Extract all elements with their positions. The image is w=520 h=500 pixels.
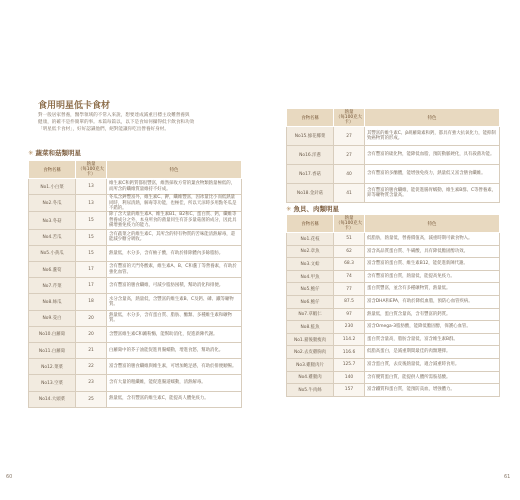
header-cal-unit: （每100克大卡）	[336, 221, 362, 231]
calorie-cell: 25	[76, 391, 107, 407]
food-name-cell: No7.草蝦仁	[287, 308, 334, 321]
food-name-cell: No11.白蘿蔔	[29, 342, 76, 358]
left-page	[6, 88, 248, 480]
food-name-cell: No18.金針菇	[287, 184, 334, 203]
seafood-meat-table	[286, 214, 500, 397]
food-name-cell: No6.蘆筍	[29, 262, 76, 278]
feature-cell: 含有豐富的膳食纖維，能促進腸胃蠕動，維生素B群、C等營養素，鋅等礦物質含量高。	[365, 184, 500, 203]
food-name-cell: No1.豬後腿瘦肉	[287, 333, 334, 346]
food-name-cell: No3.文蛤	[287, 258, 334, 271]
feature-cell: 富含DHA和EPA，有助於降低血脂，預防心血管疾病。	[365, 295, 500, 308]
table-row	[29, 195, 242, 212]
table-row	[29, 212, 242, 229]
table-header-row	[287, 109, 500, 127]
feature-cell: 蛋白質豐富，並含有多種礦物質，熱量低。	[365, 283, 500, 296]
food-name-cell: No8.絲瓜	[29, 294, 76, 310]
table-row	[287, 184, 500, 203]
feature-cell: 含有大量的粗纖維，能促進腸道蠕動，清熱解毒。	[107, 375, 242, 391]
table-row	[29, 391, 242, 407]
calorie-cell: 114.2	[334, 333, 365, 346]
table-row	[29, 229, 242, 245]
intro-line: 「明星低卡食材」，好好認識他們，絕對能讓你吃出營養好身材。	[38, 127, 169, 132]
food-name-cell: No4.苦瓜	[29, 229, 76, 245]
header-feature: 特色	[107, 161, 242, 179]
calorie-cell: 17	[76, 278, 107, 294]
calorie-cell: 87.5	[334, 295, 365, 308]
food-name-cell: No8.鮭魚	[287, 321, 334, 334]
feature-cell: 蛋白質含量高，脂肪含量低，富含維生素B群。	[365, 333, 500, 346]
calorie-cell: 77	[334, 283, 365, 296]
feature-cell: 含有優質蛋白質，能提供人體所需胺基酸。	[365, 371, 500, 384]
table-row	[287, 270, 500, 283]
feature-cell: 富含蛋白質，去皮後熱量低，適合減重時食用。	[365, 358, 500, 371]
feature-cell: 低脂肪，熱量低，營養價值高，減重時期可做食物入。	[365, 233, 500, 246]
feature-cell: 富含高品質蛋白質、牛磺酸，具有降低膽固醇功效。	[365, 245, 500, 258]
table-row	[29, 278, 242, 294]
food-name-cell: No17.香菇	[287, 165, 334, 184]
calorie-cell: 22	[76, 359, 107, 375]
calorie-cell: 15	[76, 212, 107, 229]
feature-cell: 富含豐富的蛋白質、維生素B12，能促進新陳代謝。	[365, 258, 500, 271]
food-name-cell: No3.冬菇	[29, 212, 76, 229]
table-row	[287, 333, 500, 346]
table-row	[29, 310, 242, 326]
calorie-cell: 74	[334, 270, 365, 283]
calorie-cell: 15	[76, 245, 107, 261]
food-name-cell: No2.章魚	[287, 245, 334, 258]
table-row	[287, 245, 500, 258]
feature-cell: 含豐富維生素C和澱粉酶，能幫助消化，促進新陳代謝。	[107, 326, 242, 342]
food-name-cell: No9.茭白	[29, 310, 76, 326]
calorie-cell: 157	[334, 384, 365, 397]
table-row	[287, 233, 500, 246]
calorie-cell: 20	[76, 326, 107, 342]
feature-cell: 富含豐富的膳食纖維與維生素，可增加飽足感，有助於排便順暢。	[107, 359, 242, 375]
feature-cell: 富含鐵質和蛋白質，能預防貧血，增強體力。	[365, 384, 500, 397]
feature-cell: 含有豐富的膳食纖維，可減少脂肪囤積，幫助消化和排便。	[107, 278, 242, 294]
food-name-cell: No7.芹菜	[29, 278, 76, 294]
food-name-cell: No5.鮑仔	[287, 283, 334, 296]
table-row	[29, 262, 242, 278]
table-row	[29, 179, 242, 195]
table-row	[287, 308, 500, 321]
feature-cell: 含有蔬菜之的維生素C，其所含的特有物質的苦味能清熱解毒，還能減少糖分吸收。	[107, 229, 242, 245]
calorie-cell: 13	[76, 179, 107, 195]
feature-cell: 除了含大量的維生素A、維生素B1、B2和C，蛋白質、鈣，纖維等營養成分之外，本身所食的菌量同生有許多量菇菌的成分，因此具備增強免疫力的能力。	[107, 212, 242, 229]
calorie-cell: 140	[334, 371, 365, 384]
feature-cell: 冬瓜含鉀豐富外，維生素C、鉀，纖維豐富，因冰量比小而低熱量同時，利尿清熱，解毒等功能，也極佳，所以天涼時多用點冬瓜是不錯的。	[107, 195, 242, 212]
feature-cell: 熱量低，蛋白質含量高，含有豐富的鈣質。	[365, 308, 500, 321]
table-row	[29, 245, 242, 261]
calorie-cell: 51	[334, 233, 365, 246]
page-title: 食用明星低卡食材	[38, 101, 111, 111]
calorie-cell: 62	[334, 245, 365, 258]
calorie-cell: 17	[76, 262, 107, 278]
food-name-cell: No1.花枝	[287, 233, 334, 246]
header-cal-label: 熱量	[344, 216, 354, 221]
table-row	[29, 326, 242, 342]
page-number: 60	[6, 474, 13, 480]
table-row	[287, 165, 500, 184]
food-name-cell: No10.白蘿蔔	[29, 326, 76, 342]
header-name: 食物名稱	[287, 109, 334, 127]
section-title-meat	[286, 204, 339, 213]
table-row	[287, 146, 500, 165]
food-name-cell: No14.大頭菜	[29, 391, 76, 407]
food-name-cell: No12.菜菜	[29, 359, 76, 375]
header-cal-label: 熱量	[344, 110, 354, 115]
feature-cell: 含有豐富的硫化物，能降低血脂，預防動脈硬化，具有殺菌功能。	[365, 146, 500, 165]
page-number: 61	[504, 474, 511, 480]
calorie-cell: 27	[334, 127, 365, 146]
food-name-cell: No1.小白菜	[29, 179, 76, 195]
header-feature: 特色	[365, 215, 500, 233]
feature-cell: 白蘿蔔中的芥子油能促進胃腸蠕動，增進食慾，幫助消化。	[107, 342, 242, 358]
calorie-cell: 41	[334, 184, 365, 203]
vegetable-table	[28, 160, 242, 408]
table-header-row	[29, 161, 242, 179]
feature-cell: 熱量低，水分多，含有蛋白質、脂肪、醣類、多種維生素和礦物質。	[107, 310, 242, 326]
calorie-cell: 40	[334, 165, 365, 184]
food-name-cell: No5.小黃瓜	[29, 245, 76, 261]
food-name-cell: No5.牛肉絲	[287, 384, 334, 397]
header-cal-unit: （每100克大卡）	[336, 115, 362, 125]
table-row	[287, 283, 500, 296]
section-mark-icon: ✳	[28, 149, 34, 157]
food-name-cell: No3.雞腿肉片	[287, 358, 334, 371]
table-row	[287, 258, 500, 271]
table-row	[287, 371, 500, 384]
header-name: 食物名稱	[287, 215, 334, 233]
calorie-cell: 21	[76, 342, 107, 358]
food-name-cell: No2.去皮雞胸肉	[287, 346, 334, 359]
feature-cell: 熱量低，水分多，含有柚子酸，有助於排除體內多餘脂肪。	[107, 245, 242, 261]
table-header-row	[287, 215, 500, 233]
header-cal-unit: （每100克大卡）	[78, 167, 104, 177]
header-calories	[76, 161, 107, 179]
food-name-cell: No4.雞腿肉	[287, 371, 334, 384]
calorie-cell: 15	[76, 229, 107, 245]
vegetable-table-continued	[286, 108, 500, 203]
feature-cell: 富含Omega-3脂肪酸，能降低膽固醇，保護心血管。	[365, 321, 500, 334]
calorie-cell: 68.3	[334, 258, 365, 271]
calorie-cell: 230	[334, 321, 365, 334]
feature-cell: 水分含量高，熱量低，含豐富的維生素B、C及鈣、磷、鐵等礦物質。	[107, 294, 242, 310]
calorie-cell: 18	[76, 294, 107, 310]
table-row	[287, 321, 500, 334]
calorie-cell: 13	[76, 195, 107, 212]
food-name-cell: No6.鮑仔	[287, 295, 334, 308]
calorie-cell: 23	[76, 375, 107, 391]
food-name-cell: No2.冬瓜	[29, 195, 76, 212]
calorie-cell: 125.7	[334, 358, 365, 371]
section-title-vegetables	[28, 148, 81, 157]
table-row	[29, 375, 242, 391]
section-title-text: 魚貝、肉類明星	[293, 205, 339, 213]
table-row	[29, 359, 242, 375]
feature-cell: 含有豐富的多醣體，能增強免疫力，熱量低又富含膳食纖維。	[365, 165, 500, 184]
table-row	[287, 295, 500, 308]
calorie-cell: 27	[334, 146, 365, 165]
table-row	[29, 294, 242, 310]
food-name-cell: No4.甲魚	[287, 270, 334, 283]
intro-line: 對一般居家營養，醫學領域的不常入來說，想要達成減重目標主攻難營養與	[38, 113, 190, 118]
feature-cell: 其豐富的維生素C、β胡蘿蔔素和鈣，都具有強大抗氧化力，能抑制致癌物質的形成。	[365, 127, 500, 146]
header-cal-label: 熱量	[86, 162, 96, 167]
header-name: 食物名稱	[29, 161, 76, 179]
feature-cell: 含有豐富的蛋白質，熱量低，能提高免疫力。	[365, 270, 500, 283]
table-row	[287, 358, 500, 371]
food-name-cell: No16.洋蔥	[287, 146, 334, 165]
feature-cell: 維生素C和鈣質都很豐富，維然採收方常的葉食物類熱量極低的，而所含的纖維質量維持不好成。	[107, 179, 242, 195]
table-row	[29, 342, 242, 358]
food-name-cell: No13.空菜	[29, 375, 76, 391]
calorie-cell: 97	[334, 308, 365, 321]
food-name-cell: No15.綠花椰菜	[287, 127, 334, 146]
feature-cell: 含有豐富的天門冬酸素，維生素A、B、C和蘆丁等營養素，有助於強化血管。	[107, 262, 242, 278]
section-title-text: 蔬菜和菇類明星	[35, 149, 81, 157]
header-calories	[334, 215, 365, 233]
header-calories	[334, 109, 365, 127]
section-mark-icon: ✳	[286, 205, 292, 213]
right-page	[272, 88, 511, 480]
table-row	[287, 346, 500, 359]
table-row	[287, 384, 500, 397]
header-feature: 特色	[365, 109, 500, 127]
intro-line: 健康，的確不是件簡單的事。本篇每篇以，以下是食如何攝得低卡飲食和功效	[38, 120, 195, 125]
table-row	[287, 127, 500, 146]
calorie-cell: 116.6	[334, 346, 365, 359]
feature-cell: 低脂高蛋白，是減重期間最佳的肉類選擇。	[365, 346, 500, 359]
feature-cell: 熱量低，含有豐富的維生素C，能提高人體免疫力。	[107, 391, 242, 407]
intro-paragraph	[38, 112, 228, 133]
calorie-cell: 20	[76, 310, 107, 326]
